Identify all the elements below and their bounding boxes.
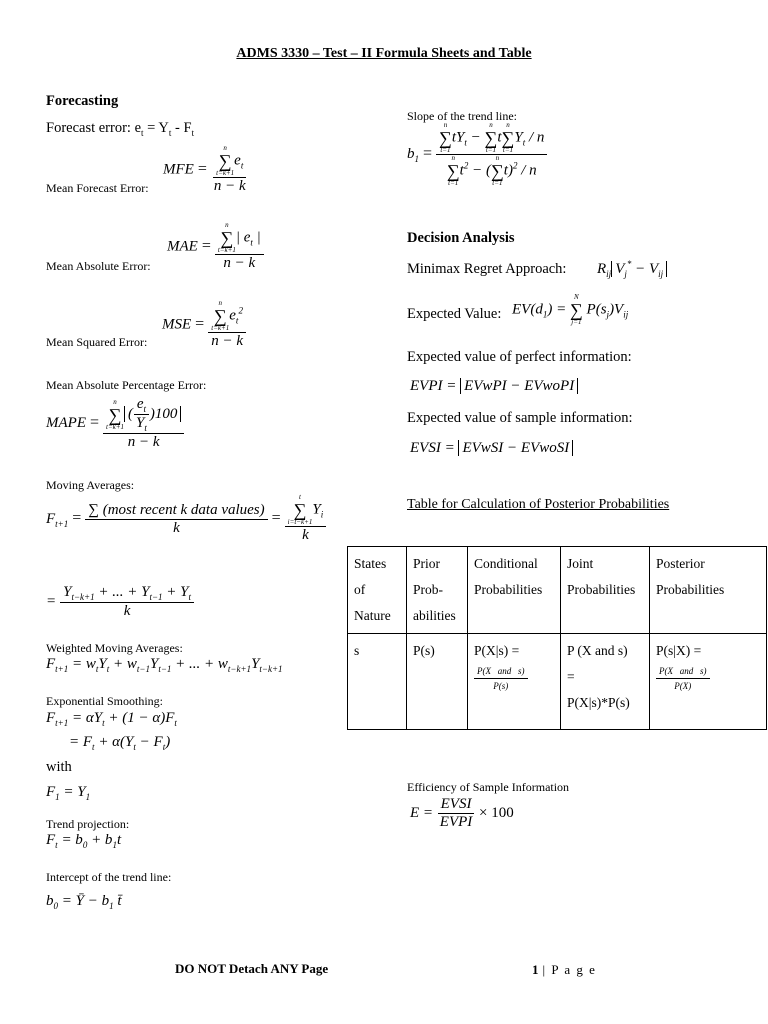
header-posterior: Posterior Probabilities [650, 547, 767, 634]
evpi-formula: EVPI = EVwPI − EVwoPI [410, 378, 578, 395]
cell-joint [561, 634, 650, 730]
with-text: with [46, 759, 72, 775]
moving-avg-label: Moving Averages: [46, 478, 135, 492]
footer-warning: DO NOT Detach ANY Page [175, 961, 329, 976]
table-title: Table for Calculation of Posterior Probabilities [407, 497, 670, 512]
evpi-label: Expected value of perfect information: [407, 349, 632, 365]
mape-label: Mean Absolute Percentage Error: [46, 378, 207, 392]
cond-fraction: $\frac{\text{P(X and s)}}{P(s)}$ [474, 664, 554, 693]
mse-formula: MSE = n ∑ t=k+1 $e_t^2$ n − k [162, 300, 246, 350]
evsi-label: Expected value of sample information: [407, 410, 633, 426]
page-num-value: 1 [532, 962, 539, 977]
joint-line-3: P(X|s)*P(s) [567, 695, 630, 710]
post-label: P(s|X) = [656, 643, 702, 658]
minimax-formula: $R_{ij}$ $V_j^* - V_{ij}$ [597, 259, 667, 279]
mse-label: Mean Squared Error: [46, 335, 148, 349]
ev-label: Expected Value: [407, 306, 502, 322]
weighted-formula: $F_{t+1} = w_tY_t + w_{t-1}Y_{t-1}$ + ... + $w_{t-k+1}Y_{t-k+1}$ [46, 656, 283, 674]
ev-formula: $EV(d_1)$ = N ∑ j=1 $P(s_j)V_{ij}$ [512, 293, 629, 326]
mae-formula: MAE = n ∑ t=k+1 | $e_t$ | n − k [167, 222, 264, 272]
page-number [532, 961, 596, 979]
decision-heading: Decision Analysis [407, 230, 515, 246]
header-joint: Joint Probabilities [561, 547, 650, 634]
exp-label: Exponential Smoothing: [46, 694, 163, 708]
slope-label: Slope of the trend line: [407, 109, 517, 123]
joint-line-1: P (X and s) [567, 643, 628, 658]
table-row [348, 634, 767, 730]
exp-formula-2: = $F_t + \alpha(Y_t - F_t)$ [69, 734, 171, 752]
cell-posterior [650, 634, 767, 730]
mfe-label: Mean Forecast Error: [46, 181, 149, 195]
trend-proj-formula: $F_t = b_0 + b_1t$ [46, 832, 122, 850]
table-header-row [348, 547, 767, 634]
most-recent-text: (most recent k data values) [102, 501, 265, 518]
header-conditional: Conditional Probabilities [468, 547, 561, 634]
post-fraction: $\frac{\text{P(X and s)}}{P(X)}$ [656, 664, 760, 693]
forecast-error-formula: Forecast error: $e_t = Y_t - F_t$ [46, 120, 195, 138]
mape-formula: MAPE = n ∑ t=k+1 ( $\frac{e_t}{Y_t}$ )100 n − k [46, 396, 184, 451]
slope-formula: $b_1$ = n ∑ t=1 $tY_t$ − n ∑ t=1 t n ∑ t=1 $Y_t$ / n n ∑ t=1 $t^2$ − ( n ∑ t=1 t)$^2$ / n [407, 122, 547, 187]
moving-avg-formula: $F_{t+1}$ = $\frac{\text{∑ (most recent k data values)}}{k}$ = t ∑ i=t−k+1 $Y_i$ k [46, 494, 326, 544]
intercept-formula: $b_0$ = Ȳ − $b_1$ t̄ [46, 893, 122, 911]
header-prior: Prior Prob-abilities [407, 547, 468, 634]
exp-init: $F_1 = Y_1$ [46, 784, 91, 802]
mae-label: Mean Absolute Error: [46, 259, 151, 273]
forecast-error-label: Forecast error: e [46, 120, 142, 136]
intercept-label: Intercept of the trend line: [46, 870, 172, 884]
cell-prior: P(s) [407, 634, 468, 730]
minimax-label: Minimax Regret Approach: [407, 261, 567, 277]
cond-label: P(X|s) = [474, 643, 520, 658]
evsi-formula: EVSI = EVwSI − EVwoSI [410, 440, 573, 457]
weighted-label: Weighted Moving Averages: [46, 641, 183, 655]
cell-conditional [468, 634, 561, 730]
mfe-formula: MFE = n ∑ t=k+1 $e_t$ n − k [163, 144, 246, 194]
trend-proj-label: Trend projection: [46, 817, 130, 831]
page-title: ADMS 3330 – Test – II Formula Sheets and Table [236, 46, 532, 61]
page-word: | P a g e [542, 962, 597, 977]
header-states: States of Nature [348, 547, 407, 634]
forecasting-heading: Forecasting [46, 93, 119, 109]
efficiency-label: Efficiency of Sample Information [407, 780, 570, 794]
cell-s: s [348, 634, 407, 730]
posterior-table [347, 546, 767, 730]
exp-formula-1: $F_{t+1} = \alpha Y_t + (1 - \alpha)F_t$ [46, 710, 177, 728]
joint-line-2: = [567, 669, 575, 684]
moving-avg-expanded: = $\frac{Y_{t-k+1} + ... + Y_{t-1} + Y_t}{k}$ [46, 584, 194, 620]
efficiency-formula: E = $\frac{\text{EVSI}}{\text{EVPI}}$ × 100 [410, 796, 514, 830]
